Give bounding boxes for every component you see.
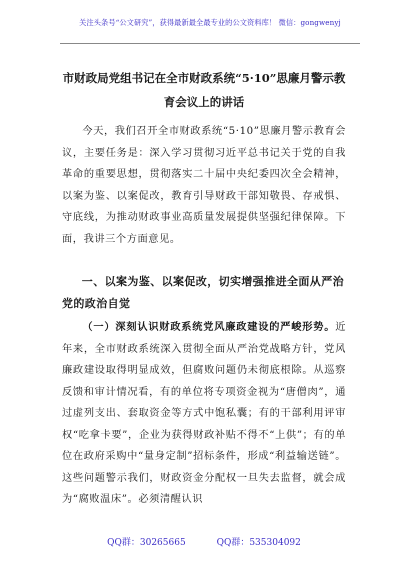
- footer-qq-group-1: QQ群：30265665: [107, 538, 186, 548]
- header-banner: 关注头条号“公文研究”，获得最新最全最专业的公文资料库！ 微信：gongwenyj: [79, 18, 341, 27]
- header-divider: [60, 43, 360, 44]
- body-paragraph-1: [62, 317, 346, 511]
- footer: [0, 535, 408, 548]
- footer-qq-group-2: QQ群：535304092: [216, 538, 301, 548]
- body-paragraph-1-text: 近年来，全市财政系统深入贯彻全面从严治党战略方针，党风廉政建设取得明显成效，但腐败问题仍未彻底根除。从巡察反馈和审计情况看，有的单位将专项资金视为“唐僧肉”，通过虚列支出、套取资金等方式中饱私囊；有的干部利用评审权“吃拿卡要”，企业为获得财政补贴不得不“上供”；有的单位在政府采购中“量身定制”招标条件，形成“利益输送链”。这些问题警示我们，财政资金分配权一旦失去监督，就会成为“腐败温床”。必须清醒认识: [62, 322, 346, 505]
- document-title: 市财政局党组书记在全市财政系统“5·10”思廉月警示教育会议上的讲话: [62, 71, 346, 109]
- intro-paragraph: 今天，我们召开全市财政系统“5·10”思廉月警示教育会议，主要任务是：深入学习贯彻习近平总书记关于党的自我革命的重要思想，贯彻落实二十届中央纪委四次全会精神，以案为鉴、以案促改，教育引导财政干部知敬畏、存戒惧、守底线，为推动财政事业高质量发展提供坚强纪律保障。下面，我讲三个方面意见。: [62, 126, 346, 245]
- section-heading-1: 一、以案为鉴、以案促改，切实增强推进全面从严治党的政治自觉: [62, 275, 344, 310]
- subheading-1: （一）深刻认识财政系统党风廉政建设的严峻形势。: [82, 321, 336, 333]
